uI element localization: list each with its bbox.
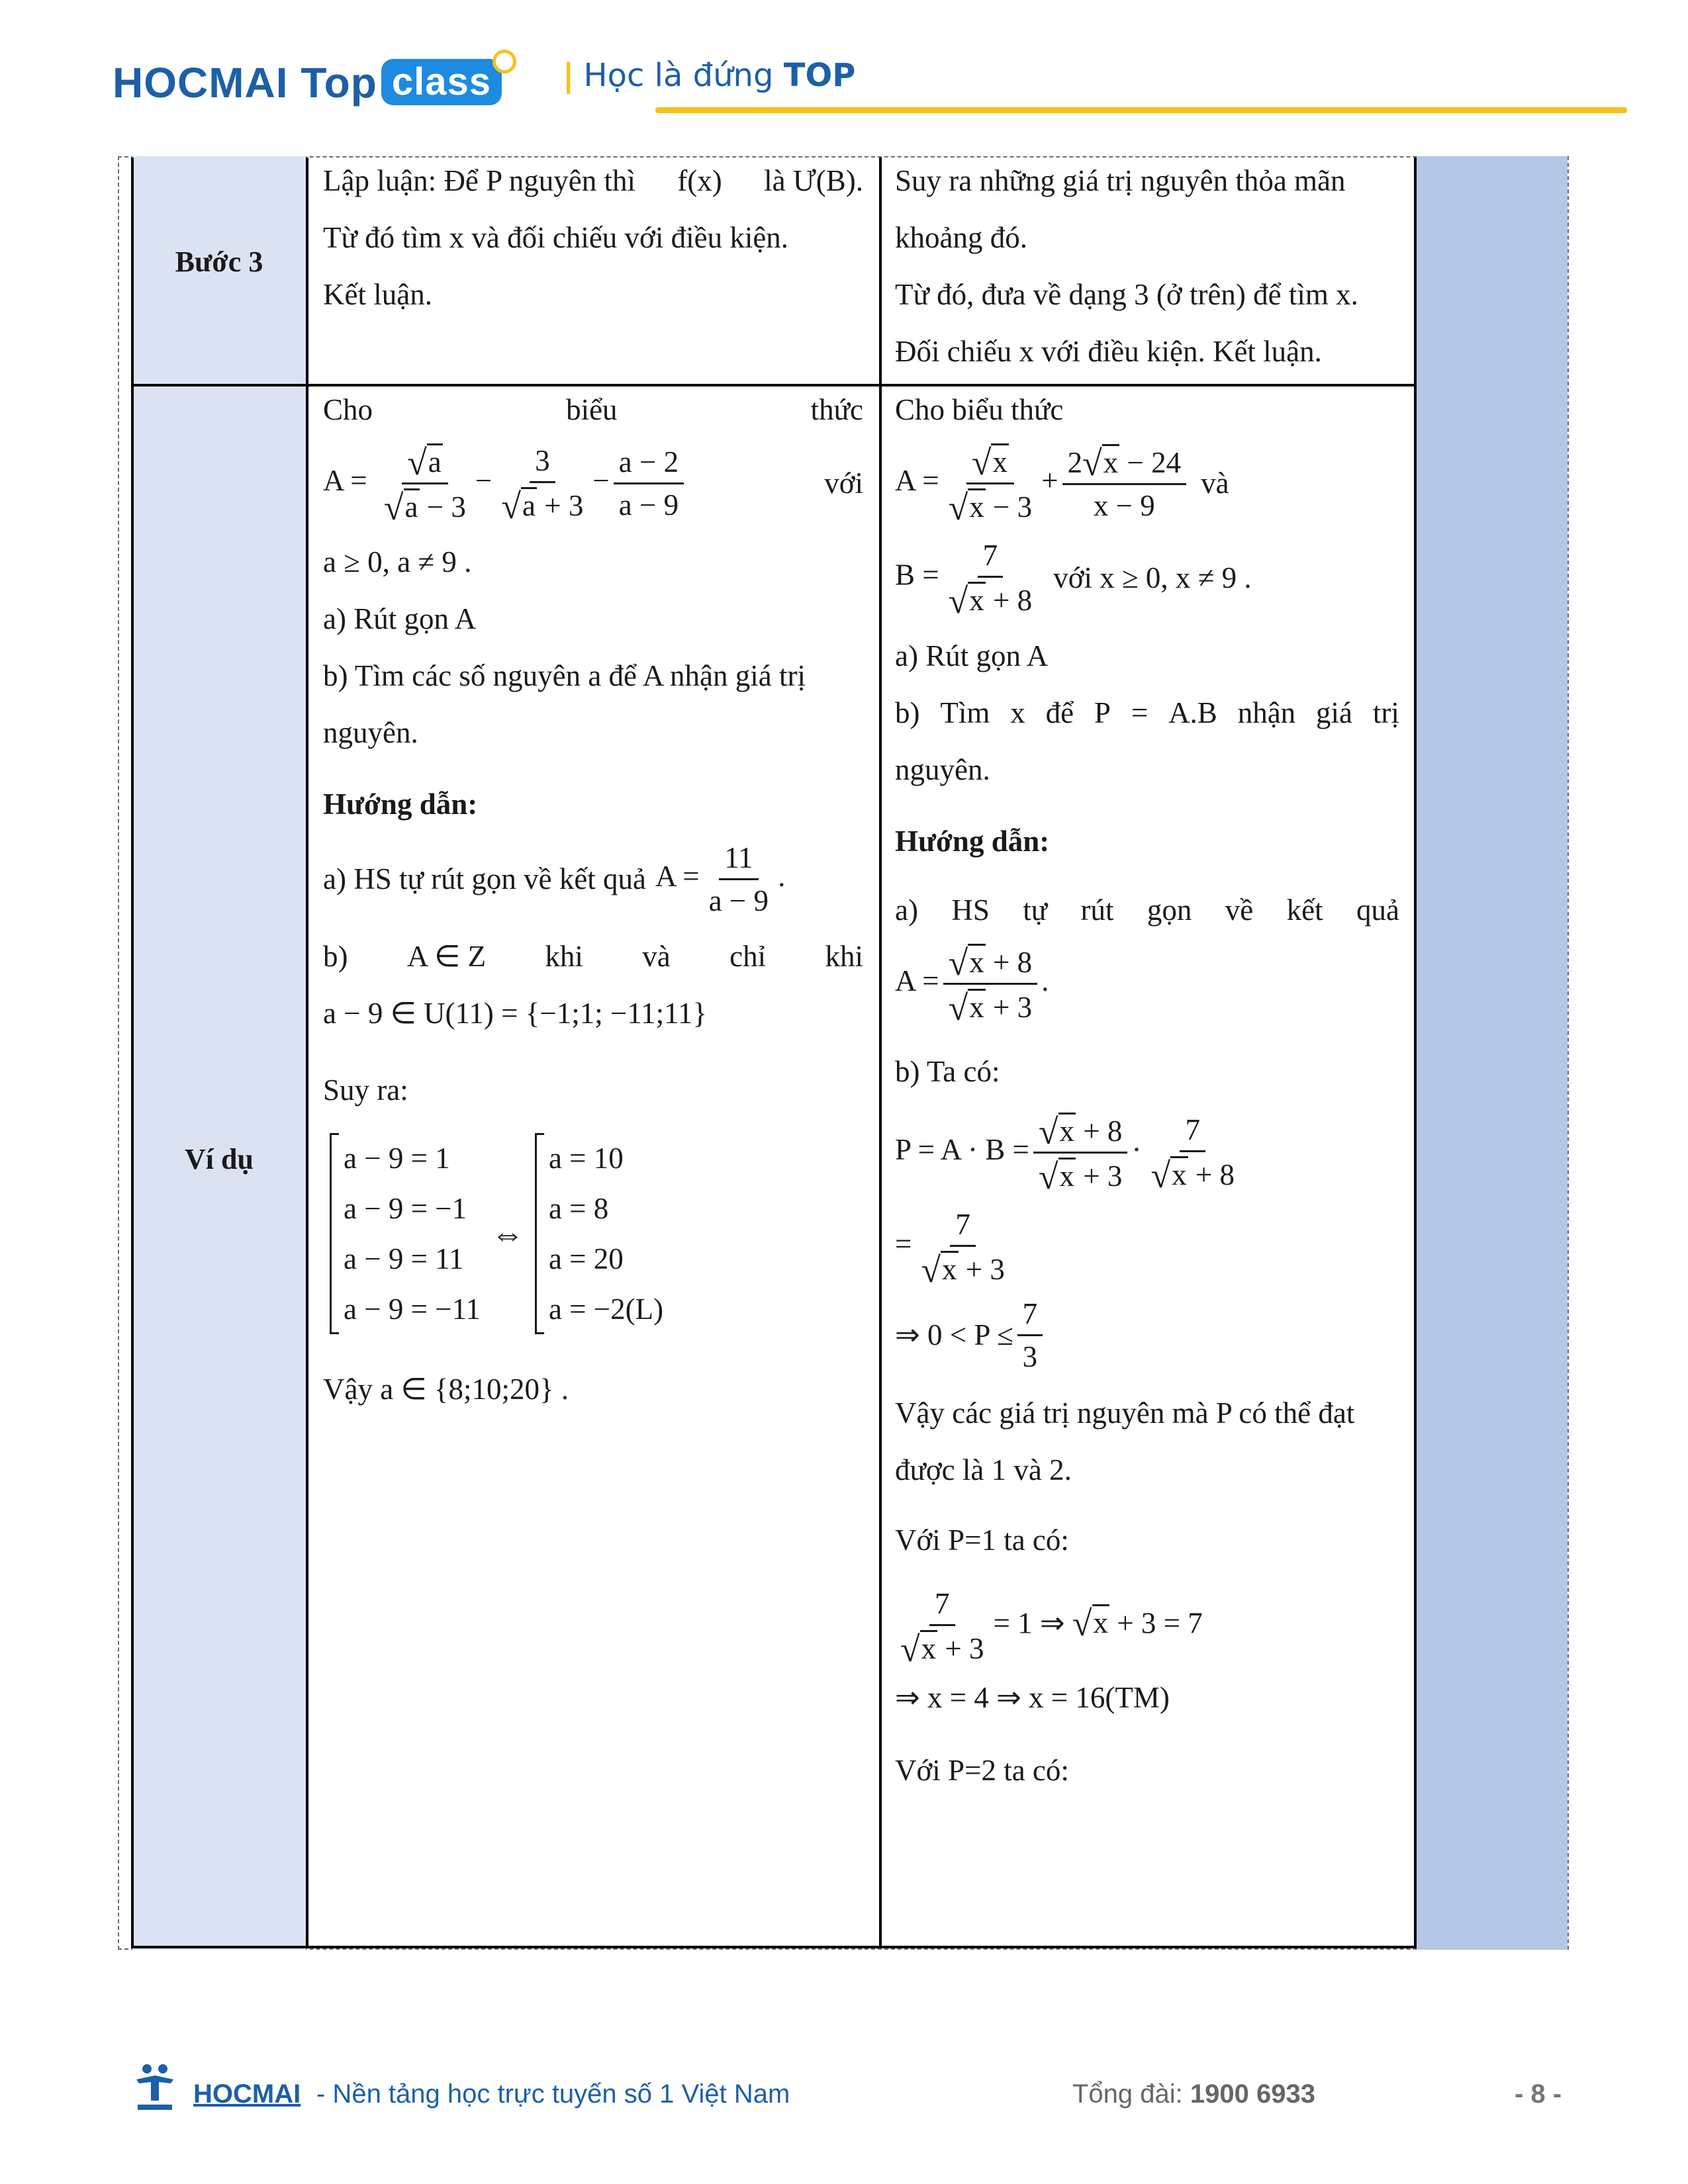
step3-left-cell: Lập luận: Để P nguyên thì f(x) là Ư(B). Từ đó tìm x và đối chiếu với điều kiện. Kết luận. — [323, 164, 863, 311]
example-right-cell: Cho biểu thức A = $\frac{√x}{√x - 3}$ + $\frac{2√x - 24}{x - 9}$ và B = $\frac{7}{√x + 8}$ với x ≥ 0, x ≠ 9 . a) Rút gọn A b) Tìm x để P = A.B nhận giá trị nguyên. Hướng dẫn: a) HS tự rút gọn về kết quả A = $\frac{√x + 8}{√x + 3}$ . b) Ta có: P = A · B = $\frac{√x + 8}{√x + 3}$ · $\frac{7}{√x + 8}$ = $\frac{7}{√x + 3}$ ⇒ 0 < P ≤ $\frac{7}{3}$ Vậy các giá trị nguyên mà P có thể đạt được là 1 và 2. Với P=1 ta có: $\frac{7}{√x + 3}$ = 1 ⇒ √x + 3 = 7 ⇒ x = 4 ⇒ x = 16(TM) Với P=2 ta có: — [895, 393, 1399, 1787]
expr-P-simplified: = $\frac{7}{√x + 3}$ — [895, 1202, 1399, 1292]
brand-class: class — [381, 59, 502, 105]
label-column — [132, 156, 306, 1950]
example-left-cell: Cho biểu thức A = $\frac{√a}{√a - 3}$ − $\frac{3}{√a + 3}$ − $\frac{a - 2}{a - 9}$ với a ≥ 0, a ≠ 9 . a) Rút gọn A b) Tìm các số nguyên a để A nhận giá trị nguyên. Hướng dẫn: a) HS tự rút gọn về kết quả A = $\frac{11}{a - 9}$ . b) A ∈ Z khi và chỉ khi a − 9 ∈ U(11) = {−1;1; −11;11} Suy ra: a − 9 = 1 a − 9 = −1 a − 9 = 11 a − 9 = −11 ⇔ a = 10 a = 8 a = 20 a = −2(L) Vậy a ∈ {8;10;20} . — [323, 381, 863, 1418]
expr-P: P = A · B = $\frac{√x + 8}{√x + 3}$ · $\frac{7}{√x + 8}$ — [895, 1103, 1399, 1202]
page-number: - 8 - — [1515, 2079, 1562, 2109]
ans-a-right-expr: A = $\frac{√x + 8}{√x + 3}$ . — [895, 938, 1399, 1028]
page-footer — [132, 2077, 1569, 2116]
row-label-step3: Bước 3 — [175, 246, 263, 278]
grid-line — [131, 1946, 1417, 1948]
expr-P1: $\frac{7}{√x + 3}$ = 1 ⇒ √x + 3 = 7 — [895, 1583, 1399, 1669]
ans-a-left: a) HS tự rút gọn về kết quả A = $\frac{11}{a - 9}$ . — [323, 839, 863, 919]
hocmai-logo-icon — [132, 2062, 177, 2115]
brand-main: HOCMAI Top — [113, 59, 377, 107]
tagline: | Học là đứng TOP — [563, 57, 856, 94]
ans-a-right-line: a) HS tự rút gọn về kết quả — [895, 893, 1399, 927]
grid-line — [306, 158, 308, 1948]
hocmai-topclass-logo — [113, 58, 502, 108]
sun-icon — [492, 50, 516, 73]
expr-B-right: B = $\frac{7}{√x + 8}$ với x ≥ 0, x ≠ 9 . — [895, 528, 1399, 627]
footer-hotline: Tổng đài: 1900 6933 — [1072, 2079, 1315, 2109]
side-column — [1417, 156, 1568, 1950]
step3-right-cell: Suy ra những giá trị nguyên thỏa mãn khoảng đó. Từ đó, đưa về dạng 3 (ở trên) để tìm x. Đối chiếu x với điều kiện. Kết luận. — [895, 164, 1358, 368]
footer-brand-link[interactable]: HOCMAI — [193, 2079, 301, 2109]
header-divider — [655, 107, 1627, 113]
intro-line: Cho biểu thức — [323, 393, 863, 426]
row-label-example: Ví dụ — [185, 1143, 254, 1175]
page-header — [113, 40, 1509, 119]
equation-system: a − 9 = 1 a − 9 = −1 a − 9 = 11 a − 9 = −11 ⇔ a = 10 a = 8 a = 20 a = −2(L) — [323, 1133, 670, 1334]
q-b-line: b) Tìm x để P = A.B nhận giá trị — [895, 696, 1399, 729]
grid-line — [879, 158, 882, 1948]
grid-line — [1414, 158, 1417, 1948]
expr-A-left: A = $\frac{√a}{√a - 3}$ − $\frac{3}{√a + 3}$ − $\frac{a - 2}{a - 9}$ với — [323, 438, 863, 528]
grid-line — [131, 158, 134, 1948]
footer-slogan: - Nền tảng học trực tuyến số 1 Việt Nam — [316, 2079, 790, 2109]
expr-A-right: A = $\frac{√x}{√x - 3}$ + $\frac{2√x - 24}{x - 9}$ và — [895, 438, 1399, 528]
expr-P-range: ⇒ 0 < P ≤ $\frac{7}{3}$ — [895, 1292, 1399, 1378]
ans-b-line: b) A ∈ Z khi và chỉ khi — [323, 940, 863, 973]
